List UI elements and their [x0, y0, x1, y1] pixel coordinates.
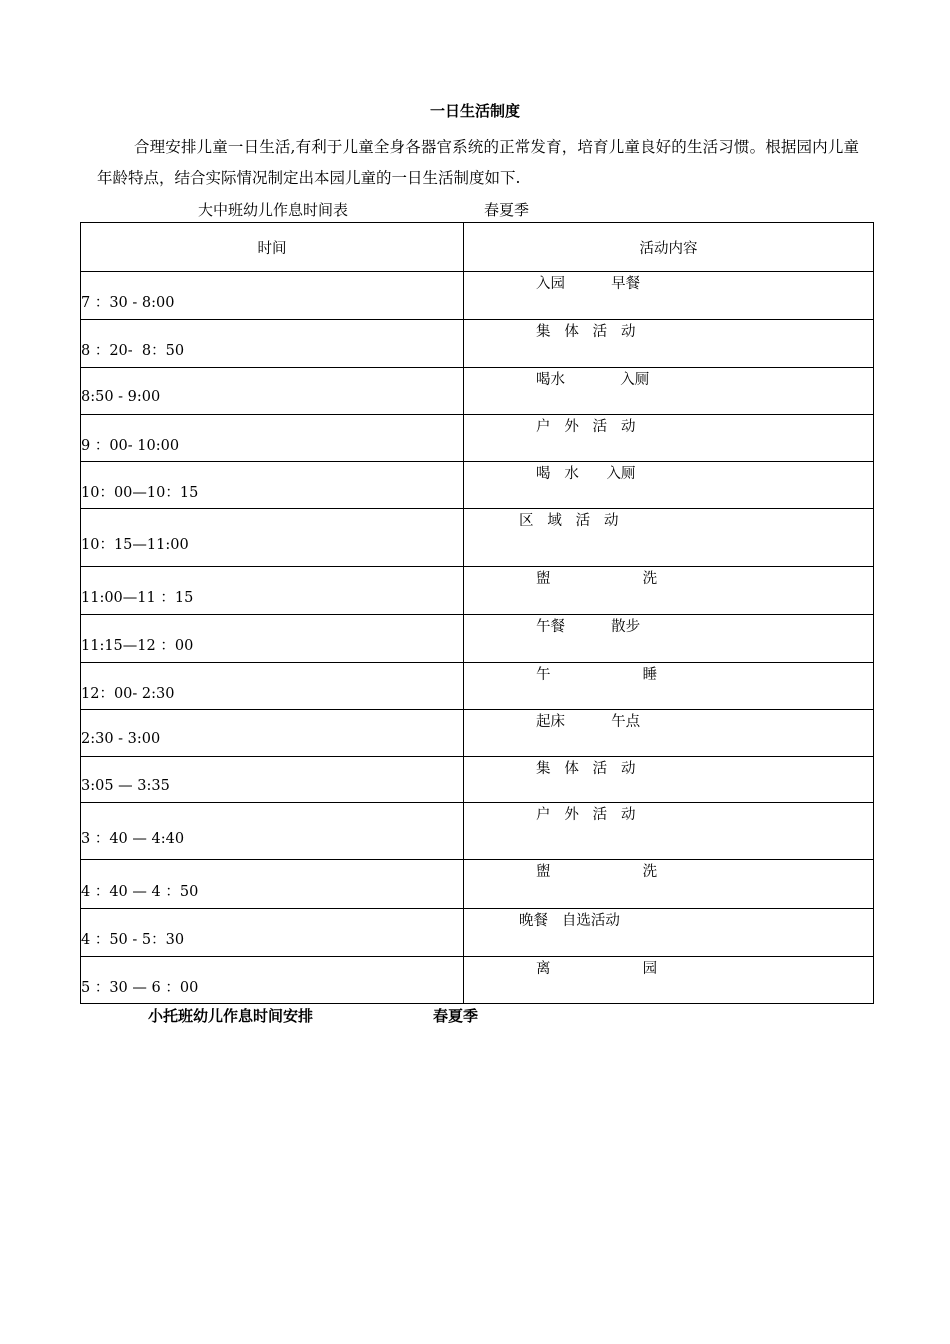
table-row	[81, 615, 874, 663]
table-header-row	[81, 223, 874, 272]
activity-cell: 晚餐 自选活动	[464, 909, 874, 957]
time-cell: 12：00- 2:30	[81, 663, 464, 710]
table2-caption: 小托班幼儿作息时间安排	[148, 1007, 314, 1025]
time-cell: 3 ：40 — 4:40	[81, 803, 464, 860]
table-row	[81, 957, 874, 1004]
time-cell: 8 ：20- 8：50	[81, 320, 464, 368]
time-cell: 9 ：00- 10:00	[81, 415, 464, 462]
time-cell: 4 ：50 - 5：30	[81, 909, 464, 957]
activity-cell: 区 域 活 动	[464, 509, 874, 567]
table-row	[81, 509, 874, 567]
table-row	[81, 663, 874, 710]
schedule-table	[80, 222, 874, 1004]
activity-cell: 喝水 入厕	[464, 368, 874, 415]
time-cell: 5 ：30 — 6 ：00	[81, 957, 464, 1004]
time-cell: 10：00—10：15	[81, 462, 464, 509]
time-cell: 3:05 — 3:35	[81, 757, 464, 803]
activity-cell: 离 园	[464, 957, 874, 1004]
activity-cell: 起床 午点	[464, 710, 874, 757]
table1-caption: 大中班幼儿作息时间表	[198, 201, 349, 219]
table2-caption-row	[148, 1006, 479, 1026]
table-row	[81, 567, 874, 615]
activity-cell: 户 外 活 动	[464, 415, 874, 462]
time-column-header: 时间	[81, 223, 464, 272]
table-row	[81, 320, 874, 368]
activity-cell: 喝 水 入厕	[464, 462, 874, 509]
activity-cell: 午 睡	[464, 663, 874, 710]
activity-cell: 午餐 散步	[464, 615, 874, 663]
activity-cell: 户 外 活 动	[464, 803, 874, 860]
table-row	[81, 415, 874, 462]
time-cell: 10：15—11:00	[81, 509, 464, 567]
table1-caption-row	[198, 200, 530, 220]
table-row	[81, 710, 874, 757]
page-title: 一日生活制度	[429, 102, 520, 120]
activity-cell: 集 体 活 动	[464, 320, 874, 368]
table-row	[81, 803, 874, 860]
table2-season: 春夏季	[433, 1007, 479, 1025]
activity-column-header: 活动内容	[464, 223, 874, 272]
table-row	[81, 462, 874, 509]
time-cell: 11:00—11 ：15	[81, 567, 464, 615]
activity-cell: 集 体 活 动	[464, 757, 874, 803]
activity-cell: 盥 洗	[464, 567, 874, 615]
time-cell: 4 ：40 — 4 ：50	[81, 860, 464, 909]
table-row	[81, 909, 874, 957]
activity-cell: 入园 早餐	[464, 272, 874, 320]
time-cell: 11:15—12 ：00	[81, 615, 464, 663]
time-cell: 2:30 - 3:00	[81, 710, 464, 757]
intro-paragraph: 合理安排儿童一日生活,有利于儿童全身各器官系统的正常发育，培育儿童良好的生活习惯。根据园内儿童年龄特点，结合实际情况制定出本园儿童的一日生活制度如下.	[97, 138, 859, 187]
activity-cell: 盥 洗	[464, 860, 874, 909]
time-cell: 7 ：30 - 8:00	[81, 272, 464, 320]
table-row	[81, 272, 874, 320]
table-row	[81, 368, 874, 415]
time-cell: 8:50 - 9:00	[81, 368, 464, 415]
table-row	[81, 757, 874, 803]
table1-season: 春夏季	[484, 201, 530, 219]
table-row	[81, 860, 874, 909]
